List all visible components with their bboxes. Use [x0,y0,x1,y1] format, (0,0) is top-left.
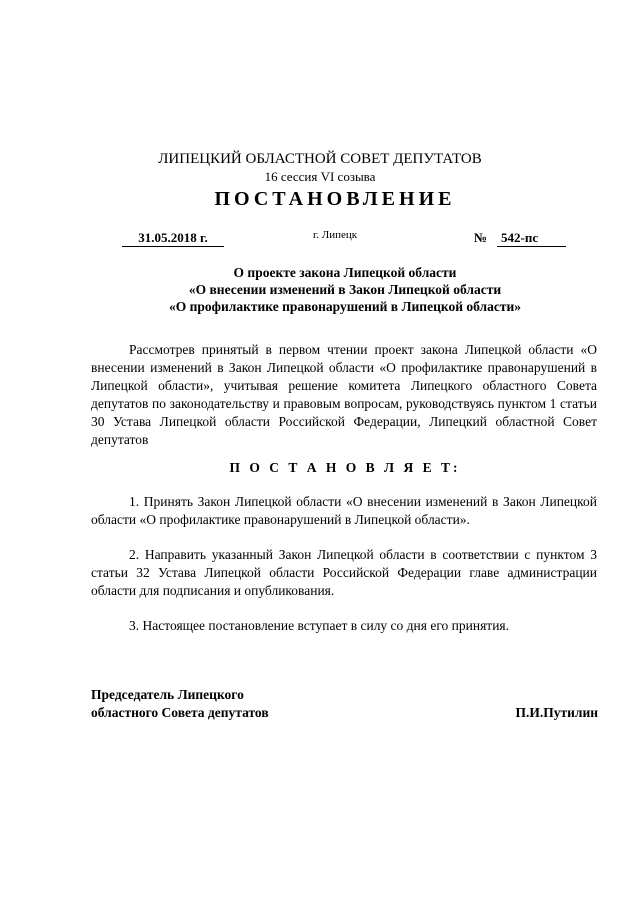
subject-line: «О внесении изменений в Закон Липецкой области [188,282,502,297]
document-type-title: ПОСТАНОВЛЕНИЕ [214,188,456,210]
signatory-name: П.И.Путилин [515,705,598,720]
preamble-paragraph: Рассмотрев принятый в первом чтении проект закона Липецкой области «О внесении изменений в Закон Липецкой области «О профилактике правонарушений в Липецкой области», учитывая решение комитета Липецкого областного Совета депутатов по законодательству и правовым вопросам, руководствуясь пунктом 1 статьи 30 Устава Липецкой области Российской Федерации, Липецкий областной Совет депутатов [91,342,597,447]
resolution-item-3: 3. Настоящее постановление вступает в силу со дня его принятия. [129,618,510,633]
signatory-title-line-1: Председатель Липецкого [91,687,244,702]
document-date: 31.05.2018 г. [122,230,224,247]
session-info: 16 сессия VI созыва [264,169,376,184]
resolution-item-1: 1. Принять Закон Липецкой области «О внесении изменений в Закон Липецкой области «О профилактике правонарушений в Липецкой области». [91,494,597,527]
document-city: г. Липецк [313,229,358,241]
document-subject [0,264,640,315]
organization-name: ЛИПЕЦКИЙ ОБЛАСТНОЙ СОВЕТ ДЕПУТАТОВ [158,151,482,167]
resolves-heading: П О С Т А Н О В Л Я Е Т: [229,460,461,475]
signatory-title-line-2: областного Совета депутатов [91,705,269,720]
document-number: 542-пс [497,230,566,247]
document-number-label: № [474,230,488,245]
subject-line: «О профилактике правонарушений в Липецкой области» [169,299,521,314]
subject-line: О проекте закона Липецкой области [233,265,457,280]
resolution-item-2: 2. Направить указанный Закон Липецкой области в соответствии с пунктом 3 статьи 32 Устава Липецкой области Российской Федерации главе администрации области для подписания и опубликования. [91,547,597,598]
